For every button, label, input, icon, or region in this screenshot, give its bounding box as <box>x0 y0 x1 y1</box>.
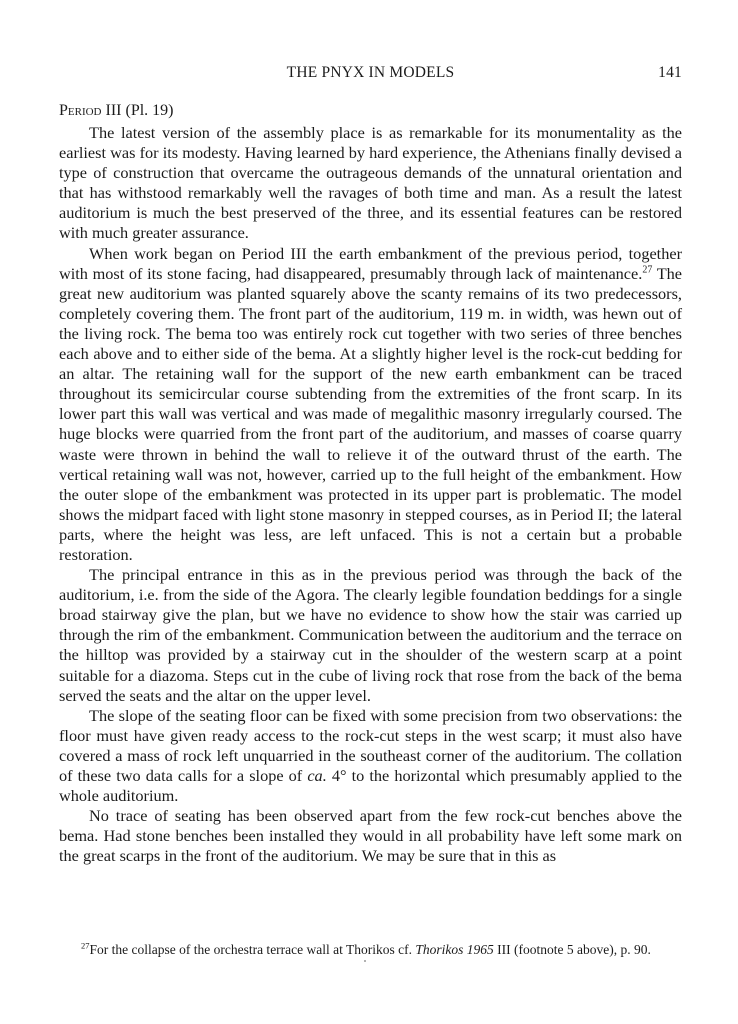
footnote-number: 27 <box>81 940 90 951</box>
paragraph-text-continued: The great new auditorium was planted squarely above the scanty remains of its two predecessors, completely covering them. The front part of the auditorium, 119 m. in width, was hewn out of the living rock. The bema too was entirely rock cut together with two series of three benches each above and to either side of the bema. At a slightly higher level is the rock-cut bedding for an altar. The retaining wall for the support of the new earth embankment can be traced throughout its semicircular course subtending from the extremities of the front scarp. In its lower part this wall was vertical and was made of megalithic masonry irregularly coursed. The huge blocks were quarried from the front part of the auditorium, and masses of coarse quarry waste were thrown in behind the wall to relieve it of the outward thrust of the earth. The vertical retaining wall was not, however, carried up to the full height of the embankment. How the outer slope of the embankment was protected in its upper part is problematic. The model shows the midpart faced with light stone masonry in stepped courses, as in Period II; the lateral parts, where the height was less, are left unfaced. This is not a certain but a probable restoration. <box>59 263 683 564</box>
running-title: THE PNYX IN MODELS <box>286 64 455 81</box>
page-content <box>59 64 682 866</box>
scan-mark <box>364 960 366 962</box>
section-heading-suffix: III (Pl. 19) <box>101 102 174 119</box>
footnote-text-continued: III (footnote 5 above), p. 90. <box>493 942 651 957</box>
section-heading-period: Period <box>59 102 102 119</box>
footnote-italic: Thorikos 1965 <box>415 942 494 957</box>
footnote <box>59 942 682 959</box>
paragraph-text: The latest version of the assembly place is as remarkable for its monumentality as the earliest was for its modesty. Having learned by hard experience, the Athenians finally devised a type of construction that overcame the outrageous demands of the unnatural orientation and that has withstood remarkably well the ravages of both time and man. As a result the latest auditorium is much the best preserved of the three, and its essential features can be restored with much greater assurance. <box>59 123 682 243</box>
running-head <box>59 64 682 86</box>
footnote-text: For the collapse of the orchestra terrace wall at Thorikos cf. <box>89 942 416 957</box>
paragraph-4 <box>59 706 682 806</box>
body-text <box>59 123 682 866</box>
section-heading <box>59 101 682 121</box>
page-number: 141 <box>658 64 682 81</box>
paragraph-italic: ca. <box>307 766 327 785</box>
paragraph-text: The slope of the seating floor can be fixed with some precision from two observations: the floor must have given ready access to the rock-cut steps in the west scarp; it must also have covered a mass of rock left unquarried in the southeast corner of the auditorium. The collation of these two data calls for a slope of <box>59 705 682 785</box>
paragraph-1 <box>59 123 682 244</box>
paragraph-text: The principal entrance in this as in the previous period was through the back of the auditorium, i.e. from the side of the Agora. The clearly legible foundation beddings for a single broad stairway give the plan, but we have no evidence to show how the stair was carried up through the rim of the embankment. Communication between the auditorium and the terrace on the hilltop was provided by a stairway cut in the shoulder of the western scarp at a point suitable for a diazoma. Steps cut in the cube of living rock that rose from the back of the bema served the seats and the altar on the upper level. <box>59 565 682 705</box>
paragraph-text: No trace of seating has been observed apart from the few rock-cut benches above the bema. Had stone benches been installed they would in all probability have left some mark on the great scarps in the front of the auditorium. We may be sure that in this as <box>59 806 682 866</box>
footnote-reference: 27 <box>642 264 653 276</box>
paragraph-3 <box>59 565 682 706</box>
paragraph-5 <box>59 806 682 866</box>
paragraph-text-continued: 4° to the horizontal which presumably applied to the whole auditorium. <box>59 766 682 806</box>
paragraph-text: When work began on Period III the earth embankment of the previous period, together with most of its stone facing, had disappeared, presumably through lack of maintenance. <box>59 243 682 283</box>
paragraph-2 <box>59 244 682 566</box>
